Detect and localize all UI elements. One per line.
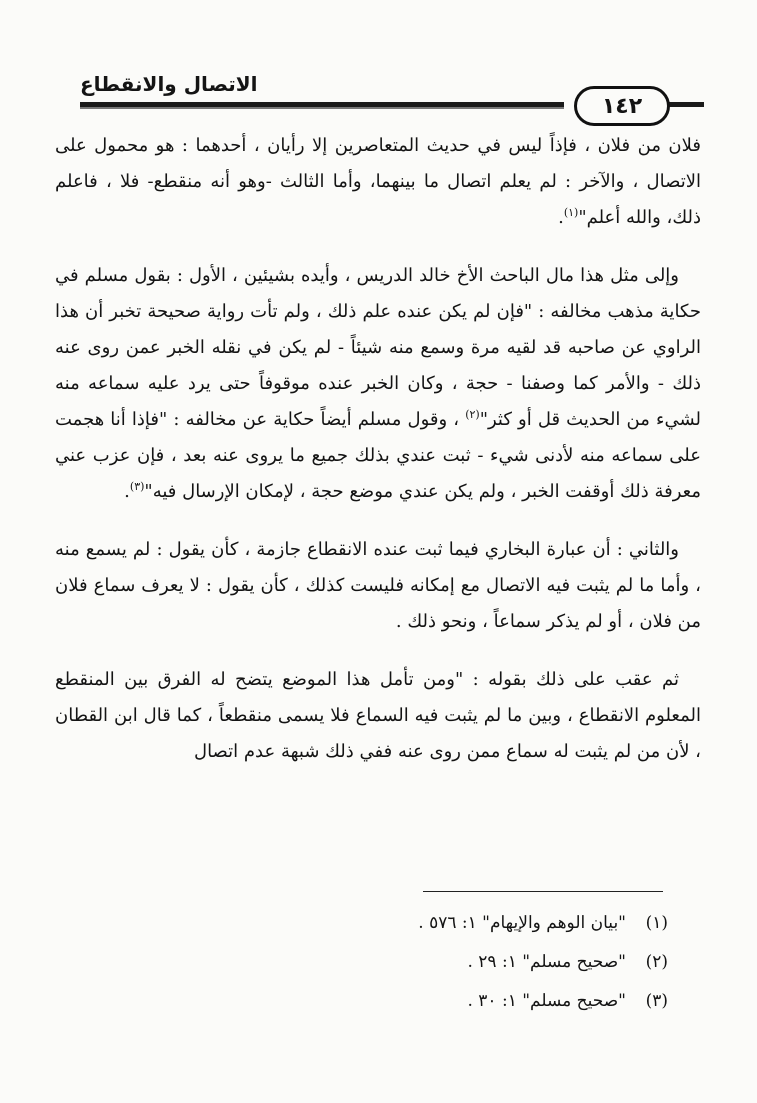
- paragraph-4: [55, 662, 701, 770]
- footnote-item: [200, 982, 668, 1021]
- header-rule: [80, 102, 564, 109]
- footnote-ref: (١): [563, 206, 579, 219]
- body-text: [55, 128, 701, 792]
- footnote-number: (٣): [645, 991, 668, 1011]
- page-header: [44, 64, 704, 120]
- footnote-number: (١): [645, 913, 668, 933]
- footnote-item: [200, 943, 668, 982]
- paragraph-3: [55, 532, 701, 640]
- page-number: ١٤٢: [574, 86, 670, 126]
- paragraph-text: ثم عقب على ذلك بقوله : "ومن تأمل هذا الموضع يتضح له الفرق بين المنقطع المعلوم الانقطاع ، وبين ما لم يثبت فيه السماع فلا يسمى منقطعاً ، كما قال ابن القطان ، لأن من لم يثبت له سماع ممن روى عنه ففي ذلك شبهة عدم اتصال: [55, 669, 701, 762]
- footnote-item: [200, 904, 668, 943]
- footnote-number: (٢): [645, 952, 668, 972]
- paragraph-text: وإلى مثل هذا مال الباحث الأخ خالد الدريس ، وأيده بشيئين ، الأول : بقول مسلم في حكاية مذهب مخالفه : "فإن لم يكن عنده علم ذلك ، ولم تأت رواية صحيحة تخبر أن هذا الراوي عن صاحبه قد لقيه مرة وسمع منه شيئاً - لم يكن في نقله الخبر عمن روى عنه ذلك - والأمر كما وصفنا - حجة ، وكان الخبر عنده موقوفاً حتى يرد عليه سماعه منه لشيء من الحديث قل أو كثر": [55, 265, 701, 430]
- paragraph-tail: .: [558, 207, 564, 228]
- footnote-text: "صحيح مسلم" ١: ٢٩ .: [467, 952, 626, 972]
- footnote-ref: (٣): [129, 480, 145, 493]
- paragraph-1: [55, 128, 701, 236]
- paragraph-tail: ، وقول مسلم أيضاً حكاية عن مخالفه : "فإذا أنا هجمت على سماعه منه لأدنى شيء - ثبت عندي بذلك جميع ما يروى عنه بعد ، فإن عزب عني معرفة ذلك أوقفت الخبر ، ولم يكن عندي موضع حجة ، لإمكان الإرسال فيه": [55, 409, 701, 502]
- running-title: الاتصال والانقطاع: [80, 72, 258, 96]
- footnote-text: "صحيح مسلم" ١: ٣٠ .: [467, 991, 626, 1011]
- paragraph-text: والثاني : أن عبارة البخاري فيما ثبت عنده الانقطاع جازمة ، كأن يقول : لم يسمع منه ، وأما ما لم يثبت فيه الاتصال مع إمكانه فليست كذلك ، كأن يقول : لا يعرف سماع فلان من فلان ، أو لم يذكر سماعاً ، ونحو ذلك .: [55, 539, 701, 632]
- header-rule-right: [669, 102, 704, 107]
- footnote-separator: [423, 891, 663, 892]
- paragraph-tail: .: [124, 481, 130, 502]
- paragraph-2: [55, 258, 701, 510]
- footnotes: [200, 904, 668, 1021]
- paragraph-text: فلان من فلان ، فإذاً ليس في حديث المتعاصرين إلا رأيان ، أحدهما : هو محمول على الاتصال ، والآخر : لم يعلم اتصال ما بينهما، وأما الثالث -وهو أنه منقطع- فلا ، فاعلم ذلك، والله أعلم": [55, 135, 701, 228]
- footnote-text: "بيان الوهم والإيهام" ١: ٥٧٦ .: [418, 913, 626, 933]
- footnote-ref: (٢): [465, 408, 480, 421]
